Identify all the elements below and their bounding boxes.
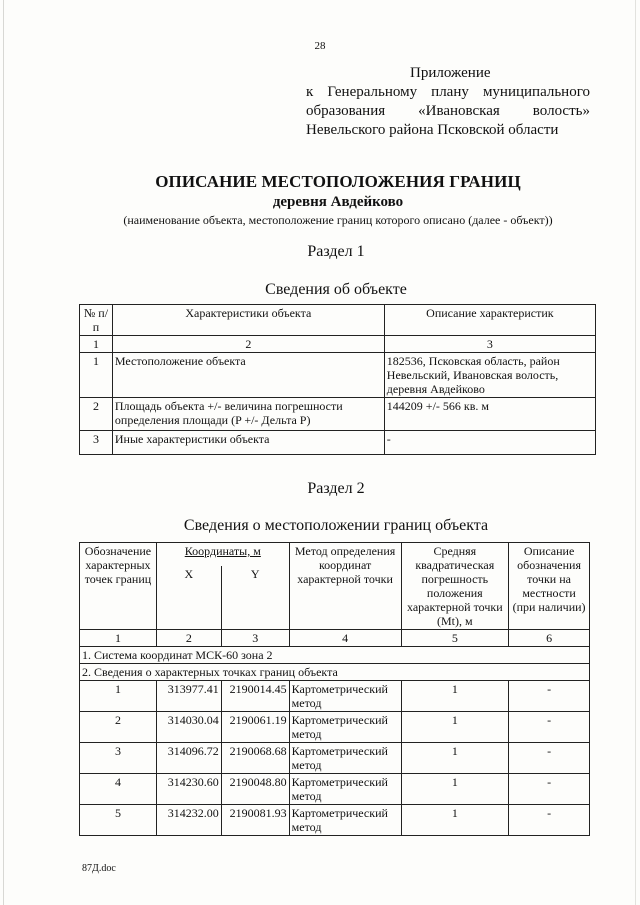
point-x: 313977.41	[156, 681, 221, 712]
table-header-row	[80, 543, 590, 566]
scan-edge-left	[3, 0, 4, 905]
index-cell: 1	[80, 336, 113, 353]
point-x: 314232.00	[156, 805, 221, 836]
point-description: -	[509, 774, 590, 805]
index-cell: 2	[156, 630, 221, 647]
section-2-heading: Раздел 2	[307, 480, 365, 497]
section-2-title: Сведения о местоположении границ объекта	[183, 517, 489, 534]
title-note: (наименование объекта, местоположение границ которого описано (далее - объект))	[123, 213, 553, 227]
table-row	[80, 353, 596, 398]
boundary-points-row: 2. Сведения о характерных точках границ объекта	[80, 664, 590, 681]
point-description: -	[509, 743, 590, 774]
index-cell: 3	[384, 336, 595, 353]
appendix-line-3: образования «Ивановская волость»	[306, 103, 590, 119]
scan-edge-right	[635, 0, 636, 905]
point-description: -	[509, 712, 590, 743]
appendix-line-4: Невельского района Псковской области	[306, 122, 559, 138]
section-1-title: Сведения об объекте	[265, 281, 407, 298]
table-index-row	[80, 630, 590, 647]
header-characteristic: Характеристики объекта	[112, 305, 384, 336]
point-y: 2190068.68	[221, 743, 289, 774]
point-id: 5	[80, 805, 157, 836]
row-description: 182536, Псковская область, район Невельский, Ивановская волость, деревня Авдейково	[384, 353, 595, 398]
point-y: 2190014.45	[221, 681, 289, 712]
table-row	[80, 743, 590, 774]
point-description: -	[509, 681, 590, 712]
document-subtitle: деревня Авдейково	[272, 194, 404, 210]
index-cell: 3	[221, 630, 289, 647]
table-row	[80, 712, 590, 743]
table-index-row	[80, 336, 596, 353]
table-section-row	[80, 664, 590, 681]
point-method: Картометрический метод	[289, 774, 401, 805]
point-error: 1	[401, 712, 509, 743]
point-method: Картометрический метод	[289, 681, 401, 712]
coordinate-system-row: 1. Система координат МСК-60 зона 2	[80, 647, 590, 664]
header-x: X	[156, 566, 221, 630]
point-error: 1	[401, 743, 509, 774]
header-coords-label: Координаты, м	[184, 544, 261, 558]
index-cell: 1	[80, 630, 157, 647]
row-num: 1	[80, 353, 113, 398]
header-point-description: Описание обозначения точки на местности (при наличии)	[509, 543, 590, 630]
point-description: -	[509, 805, 590, 836]
point-error: 1	[401, 681, 509, 712]
point-id: 3	[80, 743, 157, 774]
row-description: -	[384, 431, 595, 455]
appendix-block	[306, 64, 590, 140]
table-row	[80, 774, 590, 805]
point-method: Картометрический метод	[289, 743, 401, 774]
boundary-points-table	[79, 542, 590, 836]
row-description: 144209 +/- 566 кв. м	[384, 398, 595, 431]
index-cell: 5	[401, 630, 509, 647]
document-title: ОПИСАНИЕ МЕСТОПОЛОЖЕНИЯ ГРАНИЦ	[155, 172, 521, 191]
table-row	[80, 398, 596, 431]
object-info-table	[79, 304, 596, 455]
row-num: 3	[80, 431, 113, 455]
point-id: 2	[80, 712, 157, 743]
index-cell: 2	[112, 336, 384, 353]
row-characteristic: Иные характеристики объекта	[112, 431, 384, 455]
header-method: Метод определения координат характерной точки	[289, 543, 401, 630]
header-coords	[156, 543, 289, 566]
header-y: Y	[221, 566, 289, 630]
point-x: 314096.72	[156, 743, 221, 774]
point-method: Картометрический метод	[289, 805, 401, 836]
appendix-line-1: Приложение	[410, 65, 491, 81]
table-row	[80, 805, 590, 836]
point-id: 1	[80, 681, 157, 712]
header-description: Описание характеристик	[384, 305, 595, 336]
header-point: Обозначение характерных точек границ	[80, 543, 157, 630]
table-row	[80, 681, 590, 712]
row-characteristic: Площадь объекта +/- величина погрешности определения площади (P +/- Дельта P)	[112, 398, 384, 431]
row-num: 2	[80, 398, 113, 431]
header-error: Средняя квадратическая погрешность положения характерной точки (Mt), м	[401, 543, 509, 630]
point-x: 314230.60	[156, 774, 221, 805]
point-method: Картометрический метод	[289, 712, 401, 743]
point-y: 2190061.19	[221, 712, 289, 743]
table-header-row	[80, 305, 596, 336]
point-id: 4	[80, 774, 157, 805]
table-section-row	[80, 647, 590, 664]
point-x: 314030.04	[156, 712, 221, 743]
point-y: 2190081.93	[221, 805, 289, 836]
index-cell: 4	[289, 630, 401, 647]
section-1-heading: Раздел 1	[307, 243, 365, 260]
point-error: 1	[401, 805, 509, 836]
page-number: 28	[314, 40, 326, 52]
index-cell: 6	[509, 630, 590, 647]
appendix-line-2: к Генеральному плану муниципального	[306, 84, 590, 100]
file-name-footer: 87Д.doc	[82, 863, 116, 874]
header-num: № п/п	[80, 305, 113, 336]
point-error: 1	[401, 774, 509, 805]
table-row	[80, 431, 596, 455]
point-y: 2190048.80	[221, 774, 289, 805]
row-characteristic: Местоположение объекта	[112, 353, 384, 398]
